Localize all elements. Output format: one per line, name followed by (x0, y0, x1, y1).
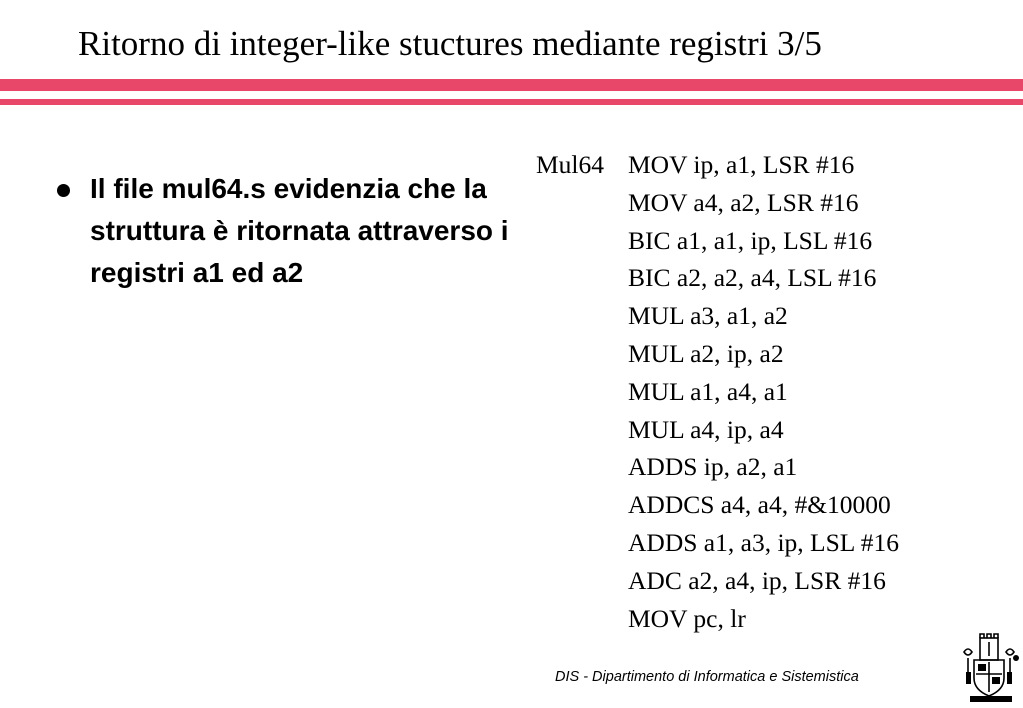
code-line: MOV a4, a2, LSR #16 (628, 187, 859, 217)
code-line: MUL a1, a4, a1 (628, 376, 788, 406)
title-divider-thin (0, 99, 1023, 105)
code-line: ADDS ip, a2, a1 (628, 452, 798, 482)
code-line: MOV ip, a1, LSR #16 (628, 150, 855, 179)
code-line: MOV pc, lr (628, 603, 746, 633)
code-line: MUL a2, ip, a2 (628, 338, 784, 368)
code-line: MUL a3, a1, a2 (628, 301, 788, 331)
code-line: BIC a1, a1, ip, LSL #16 (628, 225, 873, 255)
code-line: MUL a4, ip, a4 (628, 414, 784, 444)
code-line: ADC a2, a4, ip, LSR #16 (628, 565, 886, 595)
code-line: BIC a2, a2, a4, LSL #16 (628, 263, 877, 293)
footer-department: DIS - Dipartimento di Informatica e Sistemistica (555, 669, 859, 685)
code-line: ADDCS a4, a4, #&10000 (628, 490, 891, 520)
code-label: Mul64 (536, 150, 605, 179)
title-divider-thick (0, 79, 1023, 91)
slide-title: Ritorno di integer-like stuctures mediante registri 3/5 (78, 24, 822, 63)
university-crest-icon (960, 632, 1022, 704)
bullet-icon (57, 184, 70, 197)
bullet-text: Il file mul64.s evidenzia che la struttura è ritornata attraverso i registri a1 ed a2 (90, 173, 509, 288)
code-lines (628, 146, 899, 637)
code-line: ADDS a1, a3, ip, LSL #16 (628, 527, 900, 557)
